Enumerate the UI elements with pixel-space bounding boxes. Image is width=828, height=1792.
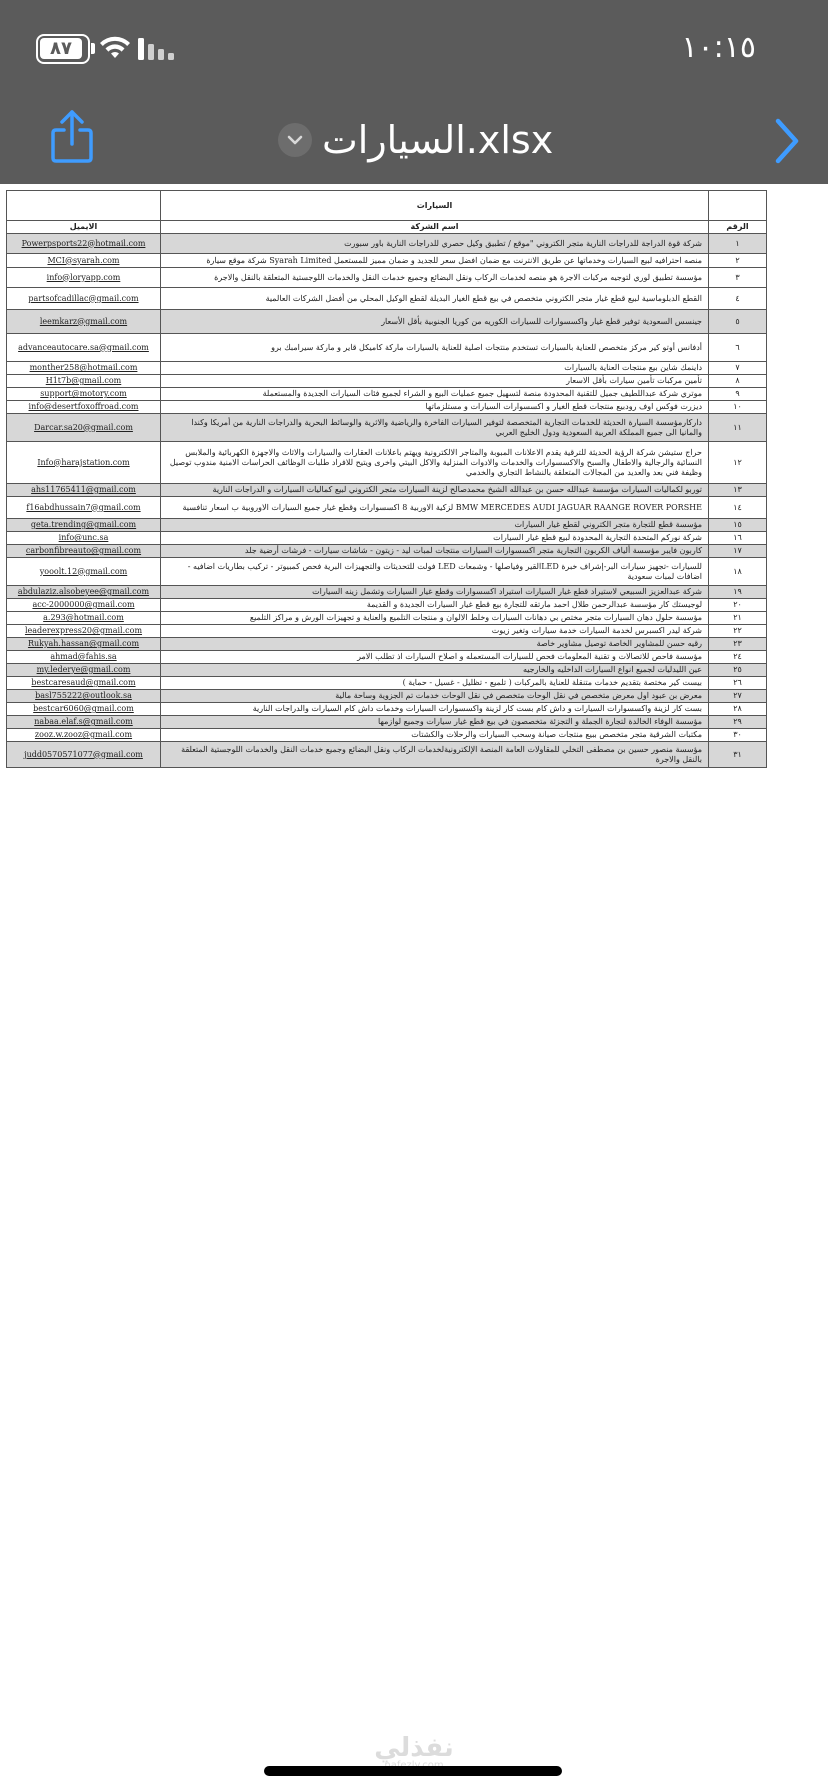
email-link[interactable]: info@unc.sa (7, 532, 161, 545)
table-row (7, 388, 767, 401)
title-row (7, 191, 767, 221)
sheet-title: السيارات (161, 191, 709, 221)
company-description: شركة قوة الدراجة للدراجات النارية متجر الكتروني "موقع / تطبيق وكيل حصري للدراجات النارية باور سبورت (161, 234, 709, 254)
company-description: داركارمؤسسة السيارة الحديثة للخدمات التجارية المتخصصة لتوفير السيارات الفاخرة والرياضية والاثرية والوسائط البحرية والدراجات النارية من أمريكا وكندا والمانيا الى جميع المملكة العربية السعودية ودول الخليج العربي (161, 414, 709, 442)
email-link[interactable]: judd0570571077@gmail.com (7, 742, 161, 768)
spreadsheet (6, 190, 766, 768)
table-row (7, 310, 767, 334)
row-number: ١٧ (709, 545, 767, 558)
table-row (7, 401, 767, 414)
email-link[interactable]: advanceautocare.sa@gmail.com (7, 334, 161, 362)
company-description: داينمك شاين بيع منتجات العناية بالسيارات (161, 362, 709, 375)
email-link[interactable]: H1t7b@gmail.com (7, 375, 161, 388)
table-row (7, 532, 767, 545)
email-link[interactable]: MCI@syarah.com (7, 254, 161, 268)
row-number: ٦ (709, 334, 767, 362)
home-indicator[interactable] (264, 1766, 562, 1776)
row-number: ٣ (709, 268, 767, 288)
email-link[interactable]: a.293@hotmail.com (7, 612, 161, 625)
company-description: شركة عبدالعزيز السبيعي لاستيراد قطع غيار السيارات استيراد اكسسوارات وقطع غيار السيارات وتشمل زينه السيارات (161, 586, 709, 599)
header-email: الايميل (7, 221, 161, 234)
row-number: ٢ (709, 254, 767, 268)
company-description: لوجيستك كار مؤسسة عبدالرحمن طلال احمد مارتقه للتجارة بيع قطع غيار السيارات الجديدة و القديمة (161, 599, 709, 612)
row-number: ١٠ (709, 401, 767, 414)
row-number: ٢٤ (709, 651, 767, 664)
battery-indicator (36, 34, 90, 64)
header-row (7, 221, 767, 234)
email-link[interactable]: monther258@hotmail.com (7, 362, 161, 375)
table-row (7, 651, 767, 664)
table-row (7, 484, 767, 497)
company-description: عين الليدليات لجميع انواع السيارات الداخليه والخارجيه (161, 664, 709, 677)
battery-tip (91, 43, 95, 54)
top-bar (0, 0, 828, 184)
row-number: ٣٠ (709, 729, 767, 742)
chevron-down-icon[interactable] (278, 123, 312, 157)
company-description: كاربون فايبر مؤسسة ألياف الكربون التجارية متجر اكسسوارات السيارات منتجات لمبات ليد - زيتون - شاشات سيارات - فرشات أرضية جلد (161, 545, 709, 558)
chevron-right-icon[interactable] (772, 116, 802, 166)
table-row (7, 334, 767, 362)
email-link[interactable]: Powerpsports22@hotmail.com (7, 234, 161, 254)
email-link[interactable]: Rukyah.hassan@gmail.com (7, 638, 161, 651)
email-link[interactable]: bestcar6060@gmail.com (7, 703, 161, 716)
company-description: مؤسسة تطبيق لوري لتوجيه مركبات الاجرة هو منصه لخدمات الركاب ونقل البضائع وجميع خدمات النقل والخدمات اللوجستية المتعلقة بالنقل والاجرة (161, 268, 709, 288)
email-link[interactable]: geta.trending@gmail.com (7, 519, 161, 532)
table-row (7, 234, 767, 254)
table-row (7, 497, 767, 519)
company-description: القطع الدبلوماسية لبيع قطع غيار متجر الكتروني متخصص في بيع قطع الغيار البديلة لقطع الوكيل المحلي من أفضل الشركات العالمية (161, 288, 709, 310)
table-row (7, 638, 767, 651)
email-link[interactable]: ahmad@fahis.sa (7, 651, 161, 664)
row-number: ٥ (709, 310, 767, 334)
table-row (7, 288, 767, 310)
table-row (7, 375, 767, 388)
document-title-group[interactable] (278, 112, 553, 168)
battery-level: ٨٧ (40, 38, 82, 59)
table-row (7, 599, 767, 612)
table-row (7, 729, 767, 742)
email-link[interactable]: basl755222@outlook.sa (7, 690, 161, 703)
row-number: ٢٨ (709, 703, 767, 716)
email-link[interactable]: f16abdhussain7@gmail.com (7, 497, 161, 519)
wifi-icon (98, 34, 132, 60)
table-row (7, 703, 767, 716)
table-row (7, 742, 767, 768)
company-description: شركة ليدر اكسبرس لخدمة السيارات خدمة سيارات وتغير زيوت (161, 625, 709, 638)
row-number: ١ (709, 234, 767, 254)
email-link[interactable]: abdulaziz.alsobeyee@gmail.com (7, 586, 161, 599)
table-row (7, 625, 767, 638)
email-link[interactable]: ahs11765411@gmail.com (7, 484, 161, 497)
email-link[interactable]: Info@harajstation.com (7, 442, 161, 484)
row-number: ١٦ (709, 532, 767, 545)
table-row (7, 362, 767, 375)
table-row (7, 442, 767, 484)
cellular-signal-icon (138, 36, 178, 62)
row-number: ٢٣ (709, 638, 767, 651)
company-description: BMW MERCEDES AUDI JAGUAR RAANGE ROVER PORSHE لزكية الاوربية 8 اكسسوارات وقطع غيار جميع السيارات الاوروبية ب اسعار تنافسية (161, 497, 709, 519)
row-number: ٢٠ (709, 599, 767, 612)
watermark-arabic: نفذلي (374, 1733, 454, 1763)
company-description: تأمين مركبات تأمين سيارات بأقل الاسعار (161, 375, 709, 388)
title-cell-empty (7, 191, 161, 221)
status-time: ١٠:١٥ (681, 30, 756, 65)
company-description: معرض بن عبود اول معرض متخصص في نقل الوحات متخصص في نقل الوحات خدمات تم الجزوية وساحة مالية (161, 690, 709, 703)
email-link[interactable]: bestcaresaud@gmail.com (7, 677, 161, 690)
email-link[interactable]: yooolt.12@gmail.com (7, 558, 161, 586)
email-link[interactable]: leemkarz@gmail.com (7, 310, 161, 334)
row-number: ٩ (709, 388, 767, 401)
company-description: أدفانس أوتو كير مركز متخصص للعناية بالسيارات تستخدم منتجات اصلية للعناية بالسيارات ماركة كاميكل قاير و ماركة سيرامبك برو (161, 334, 709, 362)
row-number: ١٣ (709, 484, 767, 497)
row-number: ٤ (709, 288, 767, 310)
company-description: بست كار لزينة واكسسوارات السيارات و داش كام بست كار لزينة واكسسوارات السيارات وخدمات داش كام السيارات والدراجات النارية (161, 703, 709, 716)
email-link[interactable]: Darcar.sa20@gmail.com (7, 414, 161, 442)
company-description: مؤسسة فاحص للاتصالات و تقنية المعلومات فحص للسيارات المستعمله و اصلاح السيارات اذ تطلب الامر (161, 651, 709, 664)
row-number: ٢٥ (709, 664, 767, 677)
table-row (7, 254, 767, 268)
header-company: اسم الشركة (161, 221, 709, 234)
row-number: ١٤ (709, 497, 767, 519)
company-description: مؤسسة منصور حسين بن مصطفى التخلي للمقاولات العامة المنصة الإلكترونيةلخدمات الركاب ونقل البضائع وجميع خدمات النقل والخدمات اللوجستية المتعلقة بالنقل والاجرة (161, 742, 709, 768)
header-number: الرقم (709, 221, 767, 234)
email-link[interactable]: carbonfibreauto@gmail.com (7, 545, 161, 558)
table-row (7, 558, 767, 586)
table-row (7, 612, 767, 625)
email-link[interactable]: my.lederye@gmail.com (7, 664, 161, 677)
email-link[interactable]: nabaa.elaf.s@gmail.com (7, 716, 161, 729)
row-number: ٣١ (709, 742, 767, 768)
table-row (7, 716, 767, 729)
row-number: ١٢ (709, 442, 767, 484)
email-link[interactable]: zooz.w.zooz@gmail.com (7, 729, 161, 742)
row-number: ٢٧ (709, 690, 767, 703)
row-number: ٢٩ (709, 716, 767, 729)
row-number: ٢١ (709, 612, 767, 625)
email-link[interactable]: leaderexpress20@gmail.com (7, 625, 161, 638)
company-description: رقيه حسن للمشاوير الخاصة توصيل مشاوير خاصة (161, 638, 709, 651)
company-description: جينسس السعودية توفير قطع غيار واكسسوارات للسيارات الكوريه من كوريا الجنوبية بأقل الأسعار (161, 310, 709, 334)
company-description: حراج ستيشن شركة الرؤية الحديثة للترقية يقدم الاعلانات المبوبة والمتاجر الالكترونية ويهتم باعلانات العقارات والسيارات والاثاث والاجهزة الكهربائية والملابس النسائية والرجالية والاطفال والسبح والاكسسوارات والخدمات والادوات المنزلية والاكل البيتي واخرى ويتيح للافراد طلبات الوظائف الحراسات الامنية مندوب توصيل وظيفة فني بعد والعديد من المجالات المتعلقة بالنشاط التجاري والخدمي (161, 442, 709, 484)
email-link[interactable]: info@loryapp.com (7, 268, 161, 288)
row-number: ٢٢ (709, 625, 767, 638)
email-link[interactable]: info@desertfoxoffroad.com (7, 401, 161, 414)
company-description: مؤسسة الوفاء الخالدة لتجارة الجملة و التجزئة متخصصون في بيع قطع غيار سيارات وجميع لوازمها (161, 716, 709, 729)
company-description: شركة نوركم المتحدة التجارية المحدودة لبيع قطع غيار السيارات (161, 532, 709, 545)
row-number: ١١ (709, 414, 767, 442)
email-link[interactable]: acc-2000000@gmail.com (7, 599, 161, 612)
table-row (7, 519, 767, 532)
row-number: ١٩ (709, 586, 767, 599)
table-row (7, 586, 767, 599)
table-row (7, 414, 767, 442)
company-description: للسيارات -تجهيز سيارات البر-إشراف خبرة LEDالقير وفياصلها - وشمعات LED فولت للتحديثات والتجهيزات البرية فحص كمبيوتر - تركيب بطاريات اضافيه - اضافات لمبات سعودية (161, 558, 709, 586)
table-row (7, 545, 767, 558)
company-description: موتري شركة عبداللطيف جميل للتقنية المحدودة منصة لتسهيل جميع عمليات البيع و الشراء لجميع فئات السيارات الجديدة والمستعملة (161, 388, 709, 401)
table-row (7, 664, 767, 677)
row-number: ١٥ (709, 519, 767, 532)
table-row (7, 690, 767, 703)
company-description: منصه احترافيه لبيع السيارات وخدماتها عن طريق الانترنت مع ضمان افضل سعر للجديد و ضمان مميز للمستعمل Syarah Limited شركة موقع سيارة (161, 254, 709, 268)
document-title: السيارات.xlsx (322, 118, 554, 162)
title-cell-empty (709, 191, 767, 221)
company-description: مكتبات الشرقية متجر متخصص ببيع منتجات صيانة وسحب السيارات والرحلات والكشتات (161, 729, 709, 742)
company-description: بيست كير مختصة بتقديم خدمات متنقلة للعناية بالمركبات ( تلميع - تظليل - غسيل - حماية ) (161, 677, 709, 690)
row-number: ٧ (709, 362, 767, 375)
company-description: توربو لكماليات السيارات مؤسسة عبدالله حسن بن عبدالله الشيخ محمدصالح لزينة السيارات متجر الكتروني لبيع كماليات السيارات و الدراجات النارية (161, 484, 709, 497)
table-row (7, 268, 767, 288)
email-link[interactable]: support@motory.com (7, 388, 161, 401)
spreadsheet-table (6, 190, 767, 768)
company-description: مؤسسة قطع للتجارة متجر الكتروني لقطع غيار السيارات (161, 519, 709, 532)
email-link[interactable]: partsofcadillac@gmail.com (7, 288, 161, 310)
company-description: ديزرت فوكس اوف رودبيع منتجات قطع الغيار و اكسسوارات السيارات و مستلزماتها (161, 401, 709, 414)
share-icon[interactable] (50, 108, 94, 166)
row-number: ١٨ (709, 558, 767, 586)
table-row (7, 677, 767, 690)
company-description: مؤسسة حلول دهان السيارات متجر مختص بي دهانات السيارات وخلط الالوان و منتجات التلميع والعناية و تجهيزات الورش و مراكز التلميع (161, 612, 709, 625)
row-number: ٢٦ (709, 677, 767, 690)
row-number: ٨ (709, 375, 767, 388)
